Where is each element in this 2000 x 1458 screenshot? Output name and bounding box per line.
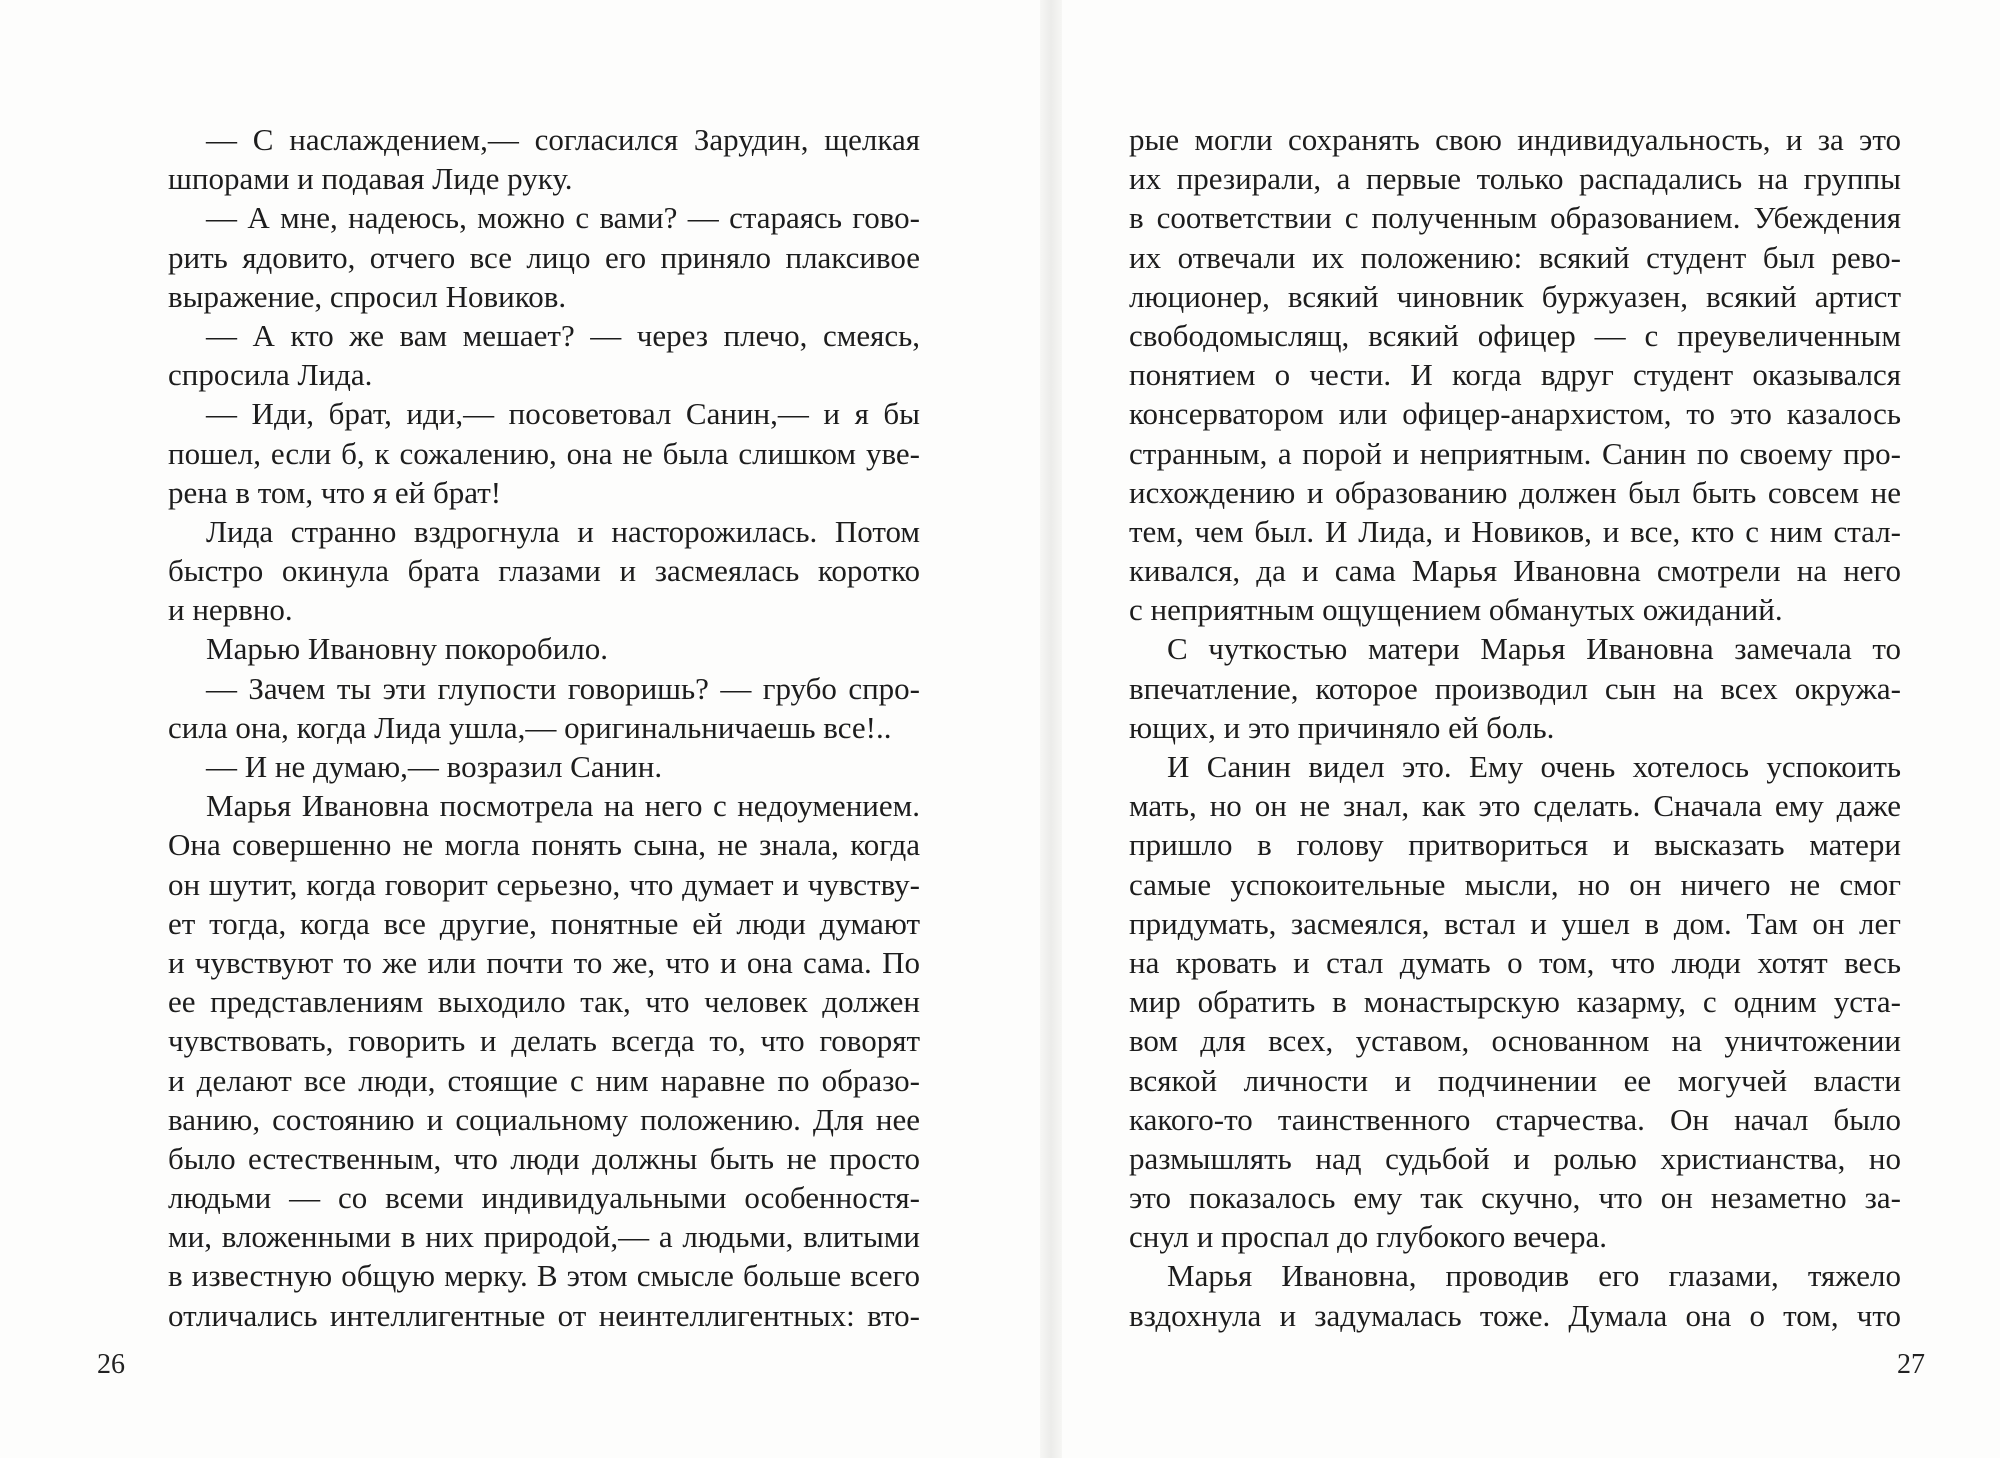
text-line: ми, вложенными в них природой,— а людьми, влитыми <box>168 1219 920 1255</box>
text-line: и делают все люди, стоящие с ним наравне по образо- <box>168 1062 920 1098</box>
text-line: это показалось ему так скучно, что он незаметно за- <box>1129 1180 1901 1216</box>
left-page-text <box>168 120 920 1335</box>
text-line: чувствовать, говорить и делать всегда то, что говорят <box>168 1023 920 1059</box>
text-line: пришло в голову притвориться и высказать матери <box>1129 827 1901 863</box>
text-line: мир обратить в монастырскую казарму, с одним уста- <box>1129 984 1901 1020</box>
text-line: на кровать и стал думать о том, что люди хотят весь <box>1129 944 1901 980</box>
text-line: свободомыслящ, всякий офицер — с преувеличенным <box>1129 317 1901 353</box>
text-line: спросила Лида. <box>168 357 373 393</box>
text-line: — Иди, брат, иди,— посоветовал Санин,— и я бы <box>206 396 920 432</box>
text-line: понятием о чести. И когда вдруг студент оказывался <box>1129 357 1901 393</box>
text-line: и чувствуют то же или почти то же, что и она сама. По <box>168 944 920 980</box>
text-line: в соответствии с полученным образованием. Убеждения <box>1129 200 1901 236</box>
text-line: ее представлениям выходило так, что человек должен <box>168 984 920 1020</box>
text-line: Марью Ивановну покоробило. <box>206 631 608 667</box>
text-line: пошел, если б, к сожалению, она не была слишком уве- <box>168 435 920 471</box>
text-line: ющих, и это причиняло ей боль. <box>1129 709 1555 745</box>
text-line: Лида странно вздрогнула и насторожилась. Потом <box>206 513 920 549</box>
left-page-number: 26 <box>97 1349 125 1380</box>
text-line: кивался, да и сама Марья Ивановна смотрели на него <box>1129 553 1901 589</box>
right-page-number: 27 <box>1897 1349 1925 1380</box>
text-line: рена в том, что я ей брат! <box>168 474 502 510</box>
text-line: — Зачем ты эти глупости говоришь? — грубо спро- <box>206 670 920 706</box>
text-line: С чуткостью матери Марья Ивановна замечала то <box>1167 631 1901 667</box>
right-page <box>1050 0 2000 1458</box>
right-page-text <box>1129 120 1901 1335</box>
text-line: исхождению и образованию должен был быть совсем не <box>1129 474 1901 510</box>
text-line: — А мне, надеюсь, можно с вами? — стараясь гово- <box>206 200 920 236</box>
text-line: Марья Ивановна, проводив его глазами, тяжело <box>1167 1258 1901 1294</box>
text-line: странным, а порой и неприятным. Санин по своему про- <box>1129 435 1901 471</box>
text-line: — И не думаю,— возразил Санин. <box>206 749 663 784</box>
text-line: быстро окинула брата глазами и засмеялась коротко <box>168 553 920 589</box>
text-line: было естественным, что люди должны быть не просто <box>168 1140 920 1176</box>
text-line: с неприятным ощущением обманутых ожиданий. <box>1129 592 1783 628</box>
text-line: и нервно. <box>168 592 293 628</box>
text-line: их презирали, а первые только распадались на группы <box>1129 161 1901 197</box>
text-line: ет тогда, когда все другие, понятные ей люди думают <box>168 905 920 941</box>
text-line: в известную общую мерку. В этом смысле больше всего <box>168 1258 920 1294</box>
text-line: Она совершенно не могла понять сына, не знала, когда <box>168 827 920 863</box>
text-line: снул и проспал до глубокого вечера. <box>1129 1219 1607 1255</box>
text-line: самые успокоительные мысли, но он ничего не смог <box>1129 866 1901 902</box>
book-gutter <box>1040 0 1062 1458</box>
text-line: тем, чем был. И Лида, и Новиков, и все, кто с ним стал- <box>1129 513 1901 549</box>
text-line: выражение, спросил Новиков. <box>168 278 567 314</box>
text-line: И Санин видел это. Ему очень хотелось успокоить <box>1167 749 1901 784</box>
text-line: он шутит, когда говорит серьезно, что думает и чувству- <box>168 866 920 902</box>
text-line: вом для всех, уставом, основанном на уничтожении <box>1129 1023 1901 1059</box>
text-line: консерватором или офицер-анархистом, то это казалось <box>1129 396 1901 432</box>
text-line: людьми — со всеми индивидуальными особенностя- <box>168 1180 920 1216</box>
text-line: вздохнула и задумалась тоже. Думала она о том, что <box>1129 1297 1901 1333</box>
text-line: — С наслаждением,— согласился Зарудин, щелкая <box>206 122 920 157</box>
text-line: люционер, всякий чиновник буржуазен, всякий артист <box>1129 278 1901 314</box>
text-line: ванию, состоянию и социальному положению. Для нее <box>168 1101 920 1137</box>
text-line: рить ядовито, отчего все лицо его приняло плаксивое <box>168 239 920 275</box>
text-line: какого-то таинственного старчества. Он начал было <box>1129 1101 1901 1137</box>
text-line: всякой личности и подчинении ее могучей власти <box>1129 1062 1901 1098</box>
text-line: сила она, когда Лида ушла,— оригинальничаешь все!.. <box>168 709 892 745</box>
text-line: размышлять над судьбой и ролью христианства, но <box>1129 1140 1901 1176</box>
text-line: придумать, засмеялся, встал и ушел в дом. Там он лег <box>1129 905 1901 941</box>
text-line: мать, но он не знал, как это сделать. Сначала ему даже <box>1129 788 1901 824</box>
text-line: Марья Ивановна посмотрела на него с недоумением. <box>206 788 920 824</box>
text-line: отличались интеллигентные от неинтеллигентных: вто- <box>168 1297 920 1333</box>
text-line: — А кто же вам мешает? — через плечо, смеясь, <box>206 317 920 353</box>
text-line: шпорами и подавая Лиде руку. <box>168 161 573 197</box>
text-line: впечатление, которое производил сын на всех окружа- <box>1129 670 1901 706</box>
text-line: их отвечали их положению: всякий студент был рево- <box>1129 239 1901 275</box>
text-line: рые могли сохранять свою индивидуальность, и за это <box>1129 122 1901 157</box>
